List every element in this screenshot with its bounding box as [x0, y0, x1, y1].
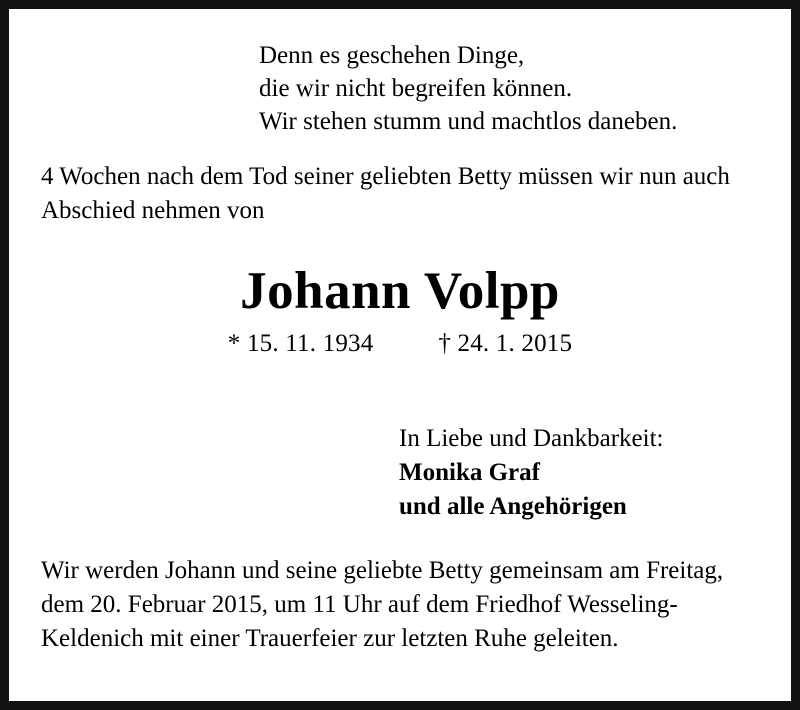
verse-line-3: Wir stehen stumm und machtlos daneben. — [259, 108, 678, 135]
mourner-name: Monika Graf — [399, 459, 540, 486]
verse-line-2: die wir nicht begreifen können. — [259, 75, 573, 102]
mourners-block — [41, 422, 759, 524]
mourners-heading: In Liebe und Dankbarkeit: — [399, 425, 664, 452]
death-symbol: † — [438, 330, 452, 357]
deceased-name: Johann Volpp — [240, 262, 560, 320]
death-date: 24. 1. 2015 — [457, 330, 573, 357]
verse-block — [41, 39, 759, 138]
intro-text: 4 Wochen nach dem Tod seiner geliebten Betty müssen wir nun auch Abschied nehmen von — [41, 163, 730, 224]
mourner-relatives: und alle Angehörigen — [399, 493, 627, 520]
life-dates — [41, 330, 759, 358]
birth-symbol: * — [227, 330, 241, 357]
birth-date: 15. 11. 1934 — [246, 330, 374, 357]
funeral-details: Wir werden Johann und seine geliebte Betty gemeinsam am Freitag, dem 20. Februar 2015, um 11 Uhr auf dem Friedhof Wesseling-Keldenich mit einer Trauerfeier zur letzten Ruhe geleiten. — [41, 557, 724, 652]
verse-line-1: Denn es geschehen Dinge, — [259, 42, 525, 69]
